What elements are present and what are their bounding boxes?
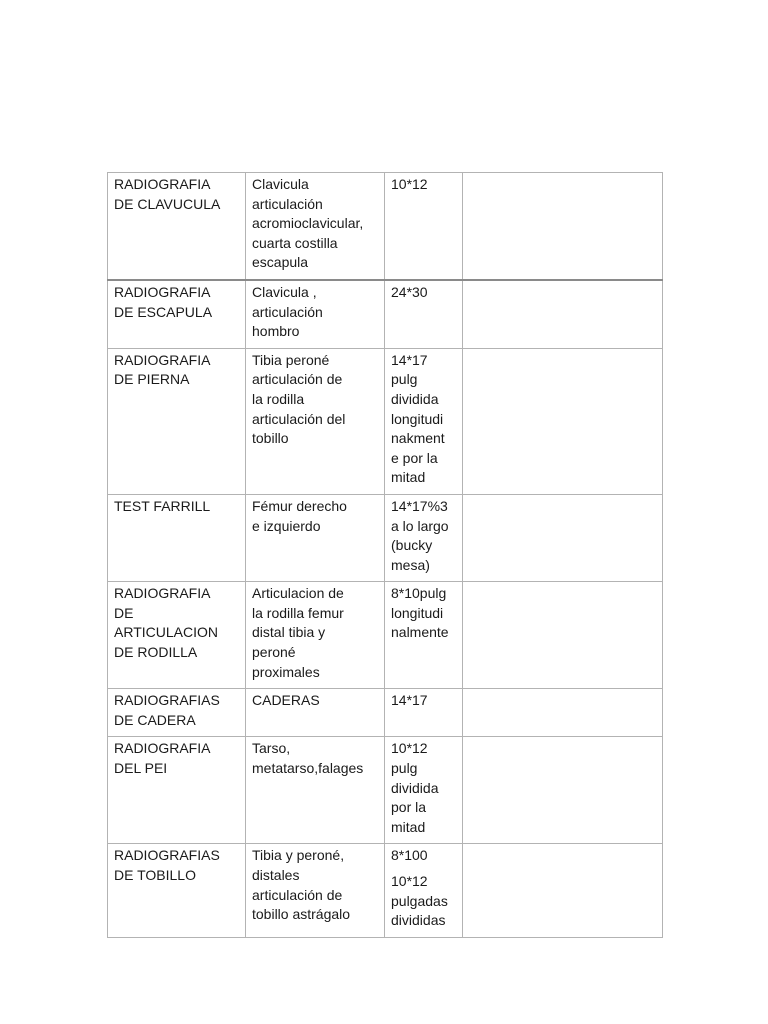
exam-cell <box>108 348 246 494</box>
table-row <box>108 582 663 689</box>
size-text: 14*17 <box>391 692 428 709</box>
anatomy-text: Fémur derecho e izquierdo <box>252 497 347 534</box>
table-row <box>108 737 663 844</box>
size-cell <box>385 737 463 844</box>
exam-text: RADIOGRAFIA DE CLAVUCULA <box>114 176 221 212</box>
notes-cell <box>463 844 663 937</box>
exam-text: RADIOGRAFIA DE PIERNA <box>114 351 211 388</box>
size-cell <box>385 844 463 937</box>
anatomy-text: Tarso, metatarso,falages <box>252 740 364 777</box>
exam-text: RADIOGRAFIA DEL PEI <box>114 740 211 777</box>
size-cell <box>385 348 463 494</box>
size-text: 24*30 <box>391 283 428 300</box>
exam-cell <box>108 280 246 348</box>
notes-cell <box>463 737 663 844</box>
anatomy-cell <box>246 737 385 844</box>
size-text: 10*12 <box>391 176 428 192</box>
anatomy-text: Tibia peroné articulación de la rodilla articulación del tobillo <box>252 351 346 447</box>
anatomy-cell <box>246 494 385 581</box>
table-row <box>108 689 663 737</box>
exam-text: RADIOGRAFIA DE ARTICULACION DE RODILLA <box>114 585 218 661</box>
exam-cell <box>108 582 246 689</box>
exam-text: RADIOGRAFIA DE ESCAPULA <box>114 283 213 320</box>
table-row <box>108 173 663 280</box>
anatomy-text: Clavicula articulación acromioclavicular, cuarta costilla escapula <box>252 176 364 271</box>
exam-cell <box>108 689 246 737</box>
size-cell <box>385 494 463 581</box>
anatomy-cell <box>246 280 385 348</box>
anatomy-cell <box>246 844 385 937</box>
notes-cell <box>463 689 663 737</box>
size-text: 14*17 pulg dividida longitudi nakment e por la mitad <box>391 351 445 486</box>
table-row <box>108 494 663 581</box>
size-cell <box>385 582 463 689</box>
size-text: 8*100 <box>391 847 428 864</box>
table-row <box>108 348 663 494</box>
exam-text: RADIOGRAFIAS DE CADERA <box>114 692 220 728</box>
size-text: 8*10pulg longitudi nalmente <box>391 585 449 641</box>
anatomy-text: Articulacion de la rodilla femur distal tibia y peroné proximales <box>252 585 344 680</box>
anatomy-cell <box>246 173 385 280</box>
anatomy-cell <box>246 689 385 737</box>
radiography-table <box>107 172 663 938</box>
exam-cell <box>108 494 246 581</box>
anatomy-text: Clavicula , articulación hombro <box>252 283 323 340</box>
notes-cell <box>463 582 663 689</box>
exam-text: TEST FARRILL <box>114 497 211 514</box>
table-row <box>108 280 663 348</box>
anatomy-cell <box>246 348 385 494</box>
size-cell <box>385 689 463 737</box>
size-cell <box>385 280 463 348</box>
notes-cell <box>463 348 663 494</box>
anatomy-text: Tibia y peroné, distales articulación de tobillo astrágalo <box>252 847 351 923</box>
exam-cell <box>108 737 246 844</box>
anatomy-text: CADERAS <box>252 692 320 709</box>
size-cell <box>385 173 463 280</box>
notes-cell <box>463 494 663 581</box>
notes-cell <box>463 173 663 280</box>
notes-cell <box>463 280 663 348</box>
size-text: 10*12 pulg dividida por la mitad <box>391 740 439 835</box>
exam-cell <box>108 173 246 280</box>
size-text: 14*17%3 a lo largo (bucky mesa) <box>391 497 449 573</box>
exam-text: RADIOGRAFIAS DE TOBILLO <box>114 847 220 883</box>
size-text-secondary: 10*12 pulgadas divididas <box>391 873 448 929</box>
anatomy-cell <box>246 582 385 689</box>
table-row <box>108 844 663 937</box>
exam-cell <box>108 844 246 937</box>
